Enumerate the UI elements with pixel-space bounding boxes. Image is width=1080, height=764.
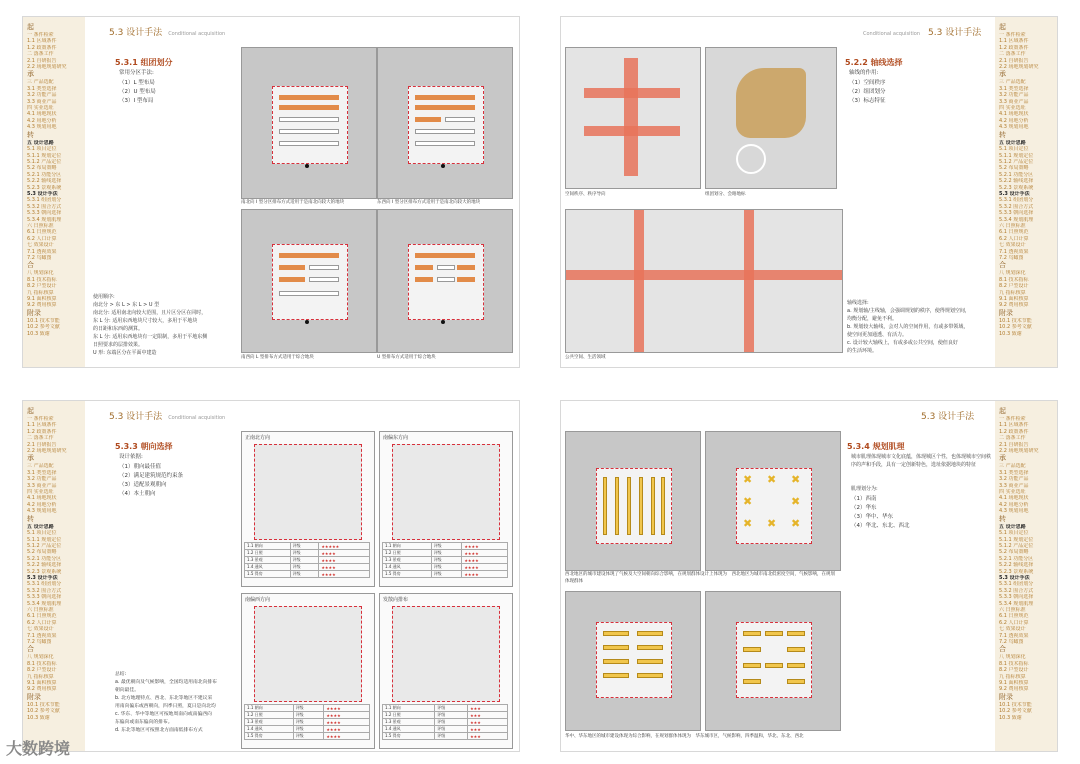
- toc-item[interactable]: 4.2 用地分析: [999, 501, 1029, 508]
- toc-item[interactable]: 5.3.3 朝向选择: [999, 594, 1034, 601]
- toc-item[interactable]: 9.2 费用核算: [999, 302, 1029, 309]
- toc-item[interactable]: 5.3.3 朝向选择: [999, 210, 1034, 217]
- toc-item[interactable]: 8.1 技术指标: [27, 660, 57, 667]
- rating-table: 1.1 朝向 评级 ★★★★ 1.2 日照 评级 ★★★★ 1.3 景观 评级 ★★★★ 1.4 通风 评级 ★★★★ 1.5 得房 评级 ★★★★: [382, 542, 508, 578]
- layout-list: （1）L 型布局 （2）U 型布局 （3）I 型布局: [119, 80, 156, 104]
- toc-item[interactable]: 10.1 技术节能: [999, 317, 1032, 324]
- page-header: 5.3 设计手法 Conditional acquisition: [109, 28, 226, 38]
- section-title: 5.3.1 组团划分: [115, 58, 173, 67]
- toc-item[interactable]: 五 设计思路: [999, 523, 1026, 530]
- toc-item[interactable]: 5.1 项目定位: [999, 530, 1029, 537]
- axis-map-2: [705, 47, 837, 189]
- toc-item[interactable]: 5.2.3 景观系统: [27, 184, 62, 191]
- toc-item[interactable]: 5.1.1 规划定位: [999, 536, 1034, 543]
- toc-item[interactable]: 五 设计思路: [27, 139, 54, 146]
- toc-item[interactable]: 7.2 鸟瞰图: [27, 639, 52, 645]
- toc-item[interactable]: 10.3 致谢: [999, 330, 1022, 337]
- toc-item[interactable]: 九 指标核算: [999, 289, 1026, 296]
- toc-item[interactable]: 2.1 自研报告: [999, 57, 1029, 64]
- toc-item[interactable]: 5.2 布局策略: [27, 165, 57, 172]
- panel-title: 发散向排布: [383, 597, 409, 603]
- toc-item[interactable]: 1.2 政策条件: [27, 428, 57, 435]
- panel-title: 南偏东方向: [383, 435, 409, 441]
- toc-item[interactable]: 3.1 类型选择: [999, 469, 1029, 476]
- panel-title: 正南北方向: [245, 435, 271, 441]
- watermark-logo: 大数跨境: [6, 739, 71, 758]
- intro-text: 城市肌理体现城市文化底蕴，体现城区个性，也体现城市空间秩序的声和手段，具有一定创新特色，选址依据地块的特征: [851, 454, 992, 468]
- toc-item[interactable]: 3.3 商业产品: [27, 482, 57, 489]
- toc-item[interactable]: 10.3 致谢: [27, 714, 50, 721]
- toc-item[interactable]: 5.1.1 规划定位: [999, 152, 1034, 159]
- toc-item[interactable]: 三 产品选配: [999, 79, 1026, 86]
- toc-item[interactable]: 八 规划深化: [27, 270, 54, 277]
- page-5-3-4: [560, 400, 1058, 752]
- page-5-2-2: [560, 16, 1058, 368]
- toc-item[interactable]: 1.1 区域条件: [27, 422, 57, 429]
- texture-figure-4: [705, 591, 841, 731]
- toc-item[interactable]: 5.3.3 朝向选择: [27, 594, 62, 601]
- toc-item[interactable]: 一 条件检索: [27, 32, 54, 38]
- toc-item[interactable]: 承: [27, 70, 34, 79]
- toc-item[interactable]: 10.2 参考文献: [999, 324, 1032, 331]
- toc-item[interactable]: 7.2 鸟瞰图: [999, 255, 1024, 261]
- toc-item[interactable]: 三 产品选配: [27, 463, 54, 470]
- toc-item[interactable]: 6.1 日照规范: [999, 613, 1029, 620]
- toc-item[interactable]: 8.1 技术指标: [27, 276, 57, 283]
- axis-role-list: （1）空间秩序 （2）组团划分 （3）标志特征: [849, 80, 886, 104]
- toc-item[interactable]: 六 日照标准: [27, 222, 54, 229]
- toc-item[interactable]: 四 实业选址: [999, 489, 1026, 496]
- toc-item[interactable]: 1.1 区域条件: [999, 422, 1029, 429]
- toc-item[interactable]: 5.3.4 规划肌理: [999, 216, 1034, 223]
- toc-item[interactable]: 3.3 商业产品: [27, 98, 57, 105]
- toc-item[interactable]: 九 指标核算: [27, 673, 54, 680]
- toc-item[interactable]: 8.1 技术指标: [999, 276, 1029, 283]
- toc-item[interactable]: 2.2 场地规划研究: [999, 64, 1039, 71]
- toc-item[interactable]: 七 效果设计: [999, 242, 1026, 249]
- figure-caption-2: 华中、华东地区的城市建设体现为综合影响，在规划群体体现为 华东城市区，气候影响，四季温和，华北、东北、西北: [565, 734, 804, 739]
- toc-item[interactable]: 5.3.2 围合方式: [999, 587, 1034, 594]
- criteria-list: （1）朝向最佳值 （2）满足建筑规范约束条 （3）适配景观朝向 （4）本土朝向: [119, 464, 184, 497]
- toc-item[interactable]: 3.1 类型选择: [27, 469, 57, 476]
- toc-item[interactable]: 6.1 日照规范: [27, 229, 57, 236]
- toc-item[interactable]: 起: [999, 407, 1006, 415]
- figure-caption-1: 空间秩序、秩序导向: [565, 192, 606, 197]
- toc-item[interactable]: 5.2.2 轴线选择: [999, 178, 1034, 185]
- toc-item[interactable]: 2.1 自研报告: [27, 441, 57, 448]
- toc-item[interactable]: 5.1 项目定位: [27, 530, 57, 537]
- toc-item[interactable]: 六 日照标准: [999, 222, 1026, 229]
- toc-item[interactable]: 七 效果设计: [27, 626, 54, 633]
- figure-caption-2: 组团划分、会晤地标: [705, 192, 746, 197]
- toc-item[interactable]: 一 条件检索: [27, 416, 54, 422]
- toc-item[interactable]: 4.1 场地现状: [27, 495, 57, 502]
- toc-item[interactable]: 10.3 致谢: [27, 330, 50, 337]
- toc-item[interactable]: 4.3 规划用地: [999, 124, 1029, 131]
- toc-item[interactable]: 5.3.4 规划肌理: [999, 600, 1034, 607]
- toc-item[interactable]: 8.2 户型设计: [999, 667, 1029, 674]
- toc-item[interactable]: 四 实业选址: [27, 489, 54, 496]
- site-plan: [392, 444, 500, 540]
- toc-item[interactable]: 2.1 自研报告: [27, 57, 57, 64]
- toc-item[interactable]: 7.1 透视效果: [999, 632, 1029, 639]
- toc-item[interactable]: 5.3 设计手法: [999, 574, 1030, 581]
- toc-item[interactable]: 起: [999, 23, 1006, 31]
- toc-item[interactable]: 7.2 鸟瞰图: [27, 255, 52, 261]
- toc-item[interactable]: 七 效果设计: [27, 242, 54, 249]
- toc-item[interactable]: 5.3 设计手法: [27, 574, 58, 581]
- toc-item[interactable]: 5.1 项目定位: [999, 146, 1029, 153]
- toc-item[interactable]: 转: [999, 514, 1006, 523]
- toc-item[interactable]: 八 规划深化: [999, 654, 1026, 661]
- toc-item[interactable]: 2.2 场地规划研究: [27, 64, 67, 71]
- toc-item[interactable]: 转: [27, 130, 34, 139]
- toc-item[interactable]: 5.1.2 产品定位: [999, 158, 1034, 165]
- texture-list: （1）西南 （2）华东 （3）华中、华东 （4）华北、东北、西北: [851, 496, 910, 529]
- toc-item[interactable]: 三 产品选配: [27, 79, 54, 86]
- toc-item[interactable]: 2.2 场地规划研究: [27, 448, 67, 455]
- texture-figure-3: [565, 591, 701, 731]
- page-header: 5.3 设计手法 Conditional acquisition: [109, 412, 226, 422]
- toc-item[interactable]: 7.1 透视效果: [27, 632, 57, 639]
- toc-item[interactable]: 转: [27, 514, 34, 523]
- toc-item[interactable]: 5.3.2 围合方式: [27, 587, 62, 594]
- toc-item[interactable]: 6.1 日照规范: [999, 229, 1029, 236]
- site-plan: [254, 444, 362, 540]
- axis-map-3: [565, 209, 843, 353]
- toc-item[interactable]: 5.3.2 围合方式: [27, 203, 62, 210]
- toc-item[interactable]: 5.2.1 功能分区: [27, 555, 62, 562]
- toc-item[interactable]: 起: [27, 407, 34, 415]
- toc-item[interactable]: 七 效果设计: [999, 626, 1026, 633]
- toc-item[interactable]: 4.1 场地现状: [999, 495, 1029, 502]
- toc-item[interactable]: 5.3 设计手法: [999, 190, 1030, 197]
- toc-item[interactable]: 5.3.4 规划肌理: [27, 600, 62, 607]
- toc-item[interactable]: 9.2 费用核算: [27, 686, 57, 693]
- toc-item[interactable]: 一 条件检索: [999, 416, 1026, 422]
- toc-item[interactable]: 合: [27, 261, 34, 270]
- toc-item[interactable]: 六 日照标准: [999, 606, 1026, 613]
- toc-item[interactable]: 10.2 参考文献: [27, 708, 60, 715]
- toc-item[interactable]: 8.1 技术指标: [999, 660, 1029, 667]
- toc-item[interactable]: 9.1 面积核算: [27, 296, 57, 303]
- rating-table: 1.1 朝向 评级 ★★★★★ 1.2 日照 评级 ★★★★ 1.3 景观 评级 ★★★★ 1.4 通风 评级 ★★★★ 1.5 得房 评级 ★★★★: [244, 542, 370, 578]
- toc-item[interactable]: 5.2.3 景观系统: [999, 184, 1034, 191]
- toc-item[interactable]: 3.2 功能产品: [27, 476, 57, 483]
- toc-item[interactable]: 六 日照标准: [27, 606, 54, 613]
- toc-item[interactable]: 8.2 户型设计: [27, 283, 57, 290]
- toc-item[interactable]: 4.2 用地分析: [27, 117, 57, 124]
- toc-item[interactable]: 承: [999, 70, 1006, 79]
- toc-item[interactable]: 五 设计思路: [27, 523, 54, 530]
- figure-caption-1: 南北向 I 型分区排布方式适用于是南北向较大的地块: [241, 200, 345, 205]
- toc-item[interactable]: 6.2 人口计算: [999, 235, 1029, 242]
- plan-figure-3: [241, 209, 377, 353]
- toc-sidebar: [23, 401, 85, 751]
- toc-item[interactable]: 二 落条工作: [999, 51, 1026, 58]
- toc-item[interactable]: 7.1 透视效果: [27, 248, 57, 255]
- toc-item[interactable]: 6.2 人口计算: [999, 619, 1029, 626]
- toc-item[interactable]: 9.1 面积核算: [999, 296, 1029, 303]
- toc-item[interactable]: 5.2.1 功能分区: [27, 171, 62, 178]
- toc-item[interactable]: 5.2 布局策略: [999, 549, 1029, 556]
- toc-item[interactable]: 3.2 功能产品: [999, 476, 1029, 483]
- toc-item[interactable]: 5.2.2 轴线选择: [27, 178, 62, 185]
- section-title: 5.2.2 轴线选择: [845, 58, 903, 67]
- figure-caption-2: 东西向 I 型分区排布方式适用于是南北向较大的地块: [377, 200, 481, 205]
- toc-item[interactable]: 5.3.2 围合方式: [999, 203, 1034, 210]
- toc-item[interactable]: 一 条件检索: [999, 32, 1026, 38]
- toc-item[interactable]: 4.1 场地现状: [999, 111, 1029, 118]
- toc-item[interactable]: 5.2.1 功能分区: [999, 171, 1034, 178]
- toc-item[interactable]: 四 实业选址: [27, 105, 54, 112]
- toc-item[interactable]: 八 规划深化: [27, 654, 54, 661]
- toc-item[interactable]: 四 实业选址: [999, 105, 1026, 112]
- intro-text: 设计依据:: [119, 454, 143, 460]
- toc-item[interactable]: 附录: [999, 308, 1013, 317]
- rating-table: 1.1 朝向 评级 ★★★ 1.2 日照 评级 ★★★ 1.3 景观 评级 ★★★ 1.4 通风 评级 ★★★ 1.5 得房 评级 ★★★: [382, 704, 508, 740]
- page-header: Conditional acquisition 5.3 设计手法: [863, 28, 982, 38]
- toc-item[interactable]: 5.2.2 轴线选择: [999, 562, 1034, 569]
- toc-item[interactable]: 6.2 人口计算: [27, 235, 57, 242]
- intro-text: 轴线的作用:: [849, 70, 879, 76]
- toc-item[interactable]: 4.1 场地现状: [27, 111, 57, 118]
- section-title: 5.3.3 朝向选择: [115, 442, 173, 451]
- toc-item[interactable]: 五 设计思路: [999, 139, 1026, 146]
- toc-item[interactable]: 合: [27, 645, 34, 654]
- toc-item[interactable]: 附录: [27, 308, 41, 317]
- toc-item[interactable]: 1.2 政策条件: [999, 44, 1029, 51]
- plan-figure-1: [241, 47, 377, 199]
- plan-figure-4: [377, 209, 513, 353]
- toc-item[interactable]: 5.3.1 组团划分: [27, 197, 62, 204]
- toc-item[interactable]: 4.3 规划用地: [27, 124, 57, 131]
- figure-caption-4: U 型排布方式适用于综合地块: [377, 355, 436, 360]
- toc-item[interactable]: 5.3.3 朝向选择: [27, 210, 62, 217]
- orientation-panel: [241, 593, 375, 749]
- toc-item[interactable]: 5.3 设计手法: [27, 190, 58, 197]
- section-title: 5.3.4 规划肌理: [847, 442, 905, 451]
- toc-item[interactable]: 附录: [999, 692, 1013, 701]
- toc-item[interactable]: 5.2.2 轴线选择: [27, 562, 62, 569]
- texture-intro: 肌理划分为:: [851, 486, 878, 492]
- toc-item[interactable]: 二 落条工作: [999, 435, 1026, 442]
- toc-item[interactable]: 附录: [27, 692, 41, 701]
- toc-item[interactable]: 1.1 区域条件: [999, 38, 1029, 45]
- axis-map-1: [565, 47, 701, 189]
- toc-item[interactable]: 承: [27, 454, 34, 463]
- figure-caption-1: 西北地区的城市建设体现了气候及大空间朝向综合影响，在规划群体设计上体现为 西北地区为城市南北低密度空间，气候影响，在规划体现群体: [565, 572, 835, 584]
- toc-item[interactable]: 9.2 费用核算: [27, 302, 57, 309]
- toc-item[interactable]: 5.2 布局策略: [999, 165, 1029, 172]
- toc-item[interactable]: 二 落条工作: [27, 51, 54, 58]
- toc-sidebar: [23, 17, 85, 367]
- orientation-panel: [379, 593, 513, 749]
- toc-item[interactable]: 5.1.2 产品定位: [27, 542, 62, 549]
- toc-item[interactable]: 5.2 布局策略: [27, 549, 57, 556]
- toc-item[interactable]: 10.1 技术节能: [27, 701, 60, 708]
- orientation-panel: [379, 431, 513, 587]
- toc-item[interactable]: 2.2 场地规划研究: [999, 448, 1039, 455]
- toc-item[interactable]: 合: [999, 645, 1006, 654]
- page-header: 5.3 设计手法: [921, 412, 975, 422]
- summary-notes: 总结: a. 最优朝向及气候影响，全国均适用南北向排布 朝向最佳。 b. 北方地理特点、西北、东北等地区不建议采 用南向偏东或西朝向，四季日照，夏日是向北均 c. 华东、华中等地区可按地周南向或南偏西向 东偏向或南东偏向的排布。 d. 东北等地区可按照北方面南低排布方式: [115, 672, 217, 733]
- site-plan: [392, 606, 500, 702]
- toc-item[interactable]: 承: [999, 454, 1006, 463]
- toc-item[interactable]: 4.2 用地分析: [27, 501, 57, 508]
- toc-item[interactable]: 3.1 类型选择: [999, 85, 1029, 92]
- rating-table: 1.1 朝向 评级 ★★★★ 1.2 日照 评级 ★★★★ 1.3 景观 评级 ★★★★ 1.4 通风 评级 ★★★★ 1.5 得房 评级 ★★★★: [244, 704, 370, 740]
- toc-item[interactable]: 10.1 技术节能: [27, 317, 60, 324]
- toc-item[interactable]: 8.2 户型设计: [999, 283, 1029, 290]
- toc-item[interactable]: 5.3.1 组团划分: [999, 581, 1034, 588]
- toc-item[interactable]: 3.3 商业产品: [999, 98, 1029, 105]
- toc-item[interactable]: 10.1 技术节能: [999, 701, 1032, 708]
- texture-figure-1: [565, 431, 701, 571]
- toc-item[interactable]: 5.1.1 规划定位: [27, 152, 62, 159]
- toc-item[interactable]: 7.2 鸟瞰图: [999, 639, 1024, 645]
- toc-item[interactable]: 二 落条工作: [27, 435, 54, 442]
- site-plan: [254, 606, 362, 702]
- toc-item[interactable]: 1.2 政策条件: [999, 428, 1029, 435]
- toc-item[interactable]: 9.2 费用核算: [999, 686, 1029, 693]
- plan-figure-2: [377, 47, 513, 199]
- toc-item[interactable]: 10.2 参考文献: [999, 708, 1032, 715]
- toc-item[interactable]: 10.3 致谢: [999, 714, 1022, 721]
- toc-item[interactable]: 5.1.1 规划定位: [27, 536, 62, 543]
- toc-item[interactable]: 9.1 面积核算: [999, 680, 1029, 687]
- toc-item[interactable]: 合: [999, 261, 1006, 270]
- usage-notes: 使用顺序: 南北分 > 东 L > 东 L > U 型 南北分: 适用南北向较大范围，且片区分区在同时， 东 L 分: 适用东西地块尺寸较大，多用于平地块 的日距和东西的测算。 东 L 分: 适用东西地块有一定限制，多用于平地东侧 日照要求的层排效果。 U 形: 东端区分在平面中建造: [93, 294, 208, 356]
- toc-sidebar: [995, 401, 1057, 751]
- page-5-3-1: [22, 16, 520, 368]
- toc-item[interactable]: 转: [999, 130, 1006, 139]
- toc-item[interactable]: 5.1.2 产品定位: [27, 158, 62, 165]
- toc-item[interactable]: 3.2 功能产品: [27, 92, 57, 99]
- toc-item[interactable]: 10.2 参考文献: [27, 324, 60, 331]
- figure-caption-3: 公共空间、生活领域: [565, 355, 606, 360]
- toc-item[interactable]: 4.3 规划用地: [999, 508, 1029, 515]
- orientation-panel: [241, 431, 375, 587]
- toc-item[interactable]: 4.3 规划用地: [27, 508, 57, 515]
- toc-item[interactable]: 5.3.4 规划肌理: [27, 216, 62, 223]
- toc-item[interactable]: 9.1 面积核算: [27, 680, 57, 687]
- toc-item[interactable]: 5.2.3 景观系统: [27, 568, 62, 575]
- figure-caption-3: 南西向 L 型排布方式适用于综合地块: [241, 355, 314, 360]
- toc-item[interactable]: 5.2.1 功能分区: [999, 555, 1034, 562]
- intro-text: 常用分区手法:: [119, 70, 154, 76]
- toc-item[interactable]: 5.1 项目定位: [27, 146, 57, 153]
- page-5-3-3: [22, 400, 520, 752]
- toc-item[interactable]: 八 规划深化: [999, 270, 1026, 277]
- toc-item[interactable]: 7.1 透视效果: [999, 248, 1029, 255]
- toc-item[interactable]: 三 产品选配: [999, 463, 1026, 470]
- toc-item[interactable]: 6.2 人口计算: [27, 619, 57, 626]
- toc-item[interactable]: 九 指标核算: [999, 673, 1026, 680]
- toc-item[interactable]: 5.3.1 组团划分: [999, 197, 1034, 204]
- toc-item[interactable]: 4.2 用地分析: [999, 117, 1029, 124]
- toc-item[interactable]: 5.2.3 景观系统: [999, 568, 1034, 575]
- toc-item[interactable]: 6.1 日照规范: [27, 613, 57, 620]
- toc-item[interactable]: 九 指标核算: [27, 289, 54, 296]
- panel-title: 南偏西方向: [245, 597, 271, 603]
- toc-item[interactable]: 起: [27, 23, 34, 31]
- toc-item[interactable]: 5.3.1 组团划分: [27, 581, 62, 588]
- toc-sidebar: [995, 17, 1057, 367]
- toc-item[interactable]: 3.1 类型选择: [27, 85, 57, 92]
- toc-item[interactable]: 3.3 商业产品: [999, 482, 1029, 489]
- toc-item[interactable]: 8.2 户型设计: [27, 667, 57, 674]
- toc-item[interactable]: 1.2 政策条件: [27, 44, 57, 51]
- toc-item[interactable]: 3.2 功能产品: [999, 92, 1029, 99]
- texture-figure-2: ✖ ✖ ✖ ✖ ✖ ✖ ✖ ✖: [705, 431, 841, 571]
- toc-item[interactable]: 2.1 自研报告: [999, 441, 1029, 448]
- toc-item[interactable]: 5.1.2 产品定位: [999, 542, 1034, 549]
- toc-item[interactable]: 1.1 区域条件: [27, 38, 57, 45]
- axis-notes: 轴线选择: a. 规划轴/主线轴，会强调规划的秩序，使得规划空间， 均衡分配，避免不利。 b. 规划较大轴线，会对人的空间作用，有或多带领域， 使空间更加通透、有活力。 c. 设计较大轴线上，有或多或公共空间，使但良好 的生活环境。: [847, 300, 970, 354]
